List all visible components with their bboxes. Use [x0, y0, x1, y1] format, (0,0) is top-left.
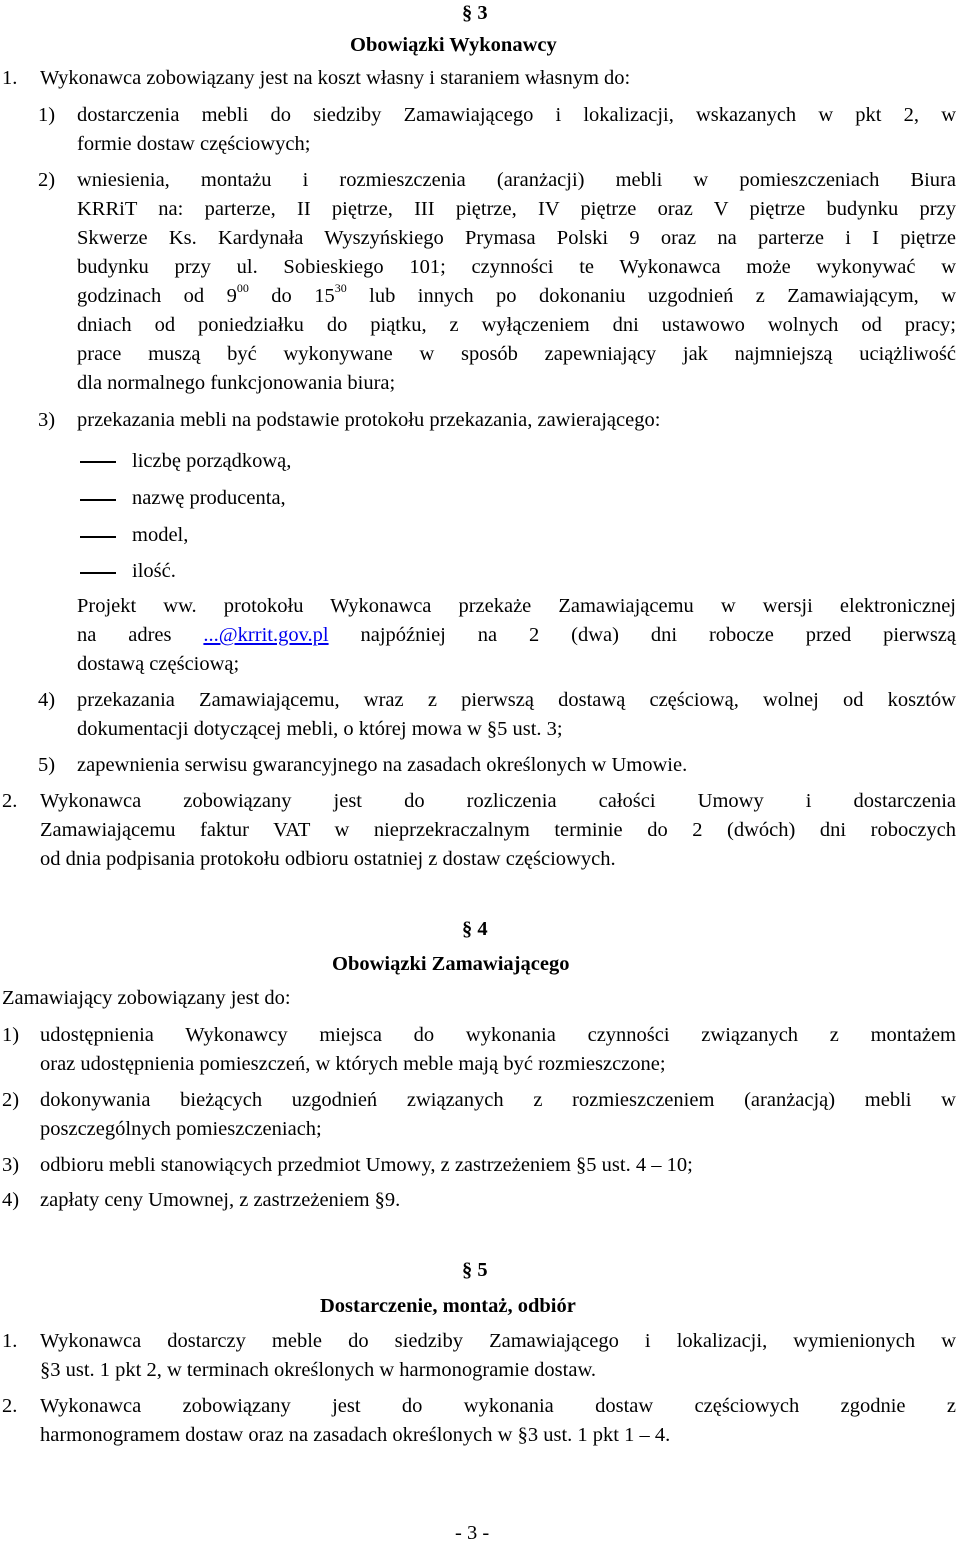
s4-item2-line1: dokonywania bieżących uzgodnień związanych z rozmieszczeniem (aranżacją) mebli w	[40, 1089, 956, 1111]
s5-p2-line1: Wykonawca zobowiązany jest do wykonania dostaw częściowych zgodnie z	[40, 1395, 956, 1417]
s4-item4-line1: zapłaty ceny Umownej, z zastrzeżeniem §9.	[40, 1189, 401, 1211]
s4-item1-number: 1)	[2, 1024, 20, 1046]
section-4-title: Obowiązki Zamawiającego	[332, 953, 570, 975]
s4-item1-line2: oraz udostępnienia pomieszczeń, w których meble mają być rozmieszczone;	[40, 1053, 666, 1075]
section-4-number: § 4	[462, 918, 488, 940]
s3-item2-line7: prace muszą być wykonywane w sposób zapewniający jak najmniejszą uciążliwość	[77, 343, 956, 365]
section-5-title: Dostarczenie, montaż, odbiór	[320, 1295, 576, 1317]
s3-p2-line3: od dnia podpisania protokołu odbioru ostatniej z dostaw częściowych.	[40, 848, 616, 870]
s3-item5-number: 5)	[38, 754, 56, 776]
s4-item1-line1: udostępnienia Wykonawcy miejsca do wykonania czynności związanych z montażem	[40, 1024, 956, 1046]
dash-bullet	[80, 461, 116, 463]
s3-item2-line2: KRRiT na: parterze, II piętrze, III piętrze, IV piętrze oraz V piętrze budynku przy	[77, 198, 956, 220]
section-3-title: Obowiązki Wykonawcy	[350, 34, 557, 56]
s3-item1-line1: dostarczenia mebli do siedziby Zamawiającego i lokalizacji, wskazanych w pkt 2, w	[77, 104, 956, 126]
dash-item-3: model,	[132, 524, 189, 546]
section-5-number: § 5	[462, 1259, 488, 1281]
s3-p1-number: 1.	[2, 67, 18, 89]
s3-item5-line1: zapewnienia serwisu gwarancyjnego na zasadach określonych w Umowie.	[77, 754, 688, 776]
s3-item2-line5-c: lub innych po dokonaniu uzgodnień z Zamawiającym, w	[346, 285, 957, 307]
s3-project-line3: dostawą częściową;	[77, 653, 240, 675]
dash-bullet	[80, 572, 116, 574]
s3-item3-number: 3)	[38, 409, 56, 431]
s3-project-line2	[77, 624, 956, 647]
s3-item2-line1: wniesienia, montażu i rozmieszczenia (aranżacji) mebli w pomieszczeniach Biura	[77, 169, 956, 191]
s3-item2-line8: dla normalnego funkcjonowania biura;	[77, 372, 396, 394]
s3-project-line2-a: na adres	[77, 624, 204, 646]
s3-item1-number: 1)	[38, 104, 56, 126]
s4-item4-number: 4)	[2, 1189, 20, 1211]
s3-project-line2-b: najpóźniej na 2 (dwa) dni robocze przed pierwszą	[328, 624, 956, 646]
s3-item3-line1: przekazania mebli na podstawie protokołu przekazania, zawierającego:	[77, 409, 661, 431]
dash-bullet	[80, 499, 116, 501]
s5-p2-line2: harmonogramem dostaw oraz na zasadach określonych w §3 ust. 1 pkt 1 – 4.	[40, 1424, 671, 1446]
s3-item4-line1: przekazania Zamawiającemu, wraz z pierwszą dostawą częściową, wolnej od kosztów	[77, 689, 956, 711]
s3-item4-line2: dokumentacji dotyczącej mebli, o której mowa w §5 ust. 3;	[77, 718, 563, 740]
s3-item2-line3: Skwerze Ks. Kardynała Wyszyńskiego Prymasa Polski 9 oraz na parterze i I piętrze	[77, 227, 956, 249]
s3-p2-number: 2.	[2, 790, 18, 812]
s3-item2-hour-from-sup: 00	[236, 281, 249, 296]
dash-item-1: liczbę porządkową,	[132, 450, 292, 472]
s3-item2-number: 2)	[38, 169, 56, 191]
s3-item2-line6: dniach od poniedziałku do piątku, z wyłączeniem dni ustawowo wolnych od pracy;	[77, 314, 956, 336]
s3-item2-line4: budynku przy ul. Sobieskiego 101; czynności te Wykonawca może wykonywać w	[77, 256, 956, 278]
s3-item4-number: 4)	[38, 689, 56, 711]
s4-item3-line1: odbioru mebli stanowiących przedmiot Umowy, z zastrzeżeniem §5 ust. 4 – 10;	[40, 1154, 693, 1176]
s3-item2-hour-to-sup: 30	[334, 281, 347, 296]
dash-item-4: ilość.	[132, 560, 176, 582]
s3-project-line1: Projekt ww. protokołu Wykonawca przekaże Zamawiającemu w wersji elektronicznej	[77, 595, 956, 617]
s5-p1-line1: Wykonawca dostarczy meble do siedziby Zamawiającego i lokalizacji, wymienionych w	[40, 1330, 956, 1352]
dash-bullet	[80, 536, 116, 538]
s5-p2-number: 2.	[2, 1395, 18, 1417]
s3-item2-line5	[77, 281, 957, 308]
s3-p2-line2: Zamawiającemu faktur VAT w nieprzekraczalnym terminie do 2 (dwóch) dni roboczych	[40, 819, 956, 841]
s4-intro: Zamawiający zobowiązany jest do:	[2, 987, 291, 1009]
dash-item-2: nazwę producenta,	[132, 487, 286, 509]
s4-item2-number: 2)	[2, 1089, 20, 1111]
s3-p1-text: Wykonawca zobowiązany jest na koszt własny i staraniem własnym do:	[40, 67, 631, 89]
s5-p1-line2: §3 ust. 1 pkt 2, w terminach określonych w harmonogramie dostaw.	[40, 1359, 597, 1381]
s4-item2-line2: poszczególnych pomieszczeniach;	[40, 1118, 322, 1140]
page-number: - 3 -	[455, 1522, 490, 1544]
s3-item2-line5-a: godzinach od 9	[77, 285, 237, 307]
s3-item1-line2: formie dostaw częściowych;	[77, 133, 311, 155]
s4-item3-number: 3)	[2, 1154, 20, 1176]
section-3-number: § 3	[462, 2, 488, 24]
s3-item2-line5-b: do 15	[248, 285, 335, 307]
s3-p2-line1: Wykonawca zobowiązany jest do rozliczenia całości Umowy i dostarczenia	[40, 790, 956, 812]
s5-p1-number: 1.	[2, 1330, 18, 1352]
email-link[interactable]: ...@krrit.gov.pl	[203, 624, 329, 646]
